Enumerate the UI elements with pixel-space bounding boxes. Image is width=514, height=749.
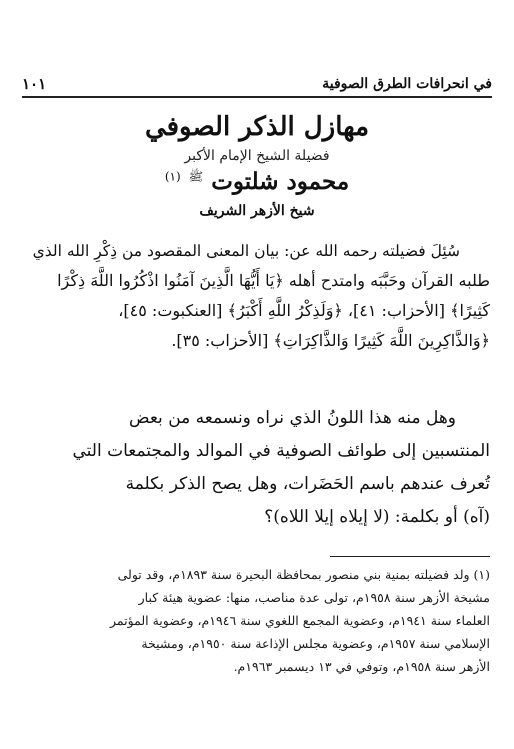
question-paragraph	[24, 236, 490, 356]
footnote-divider	[330, 556, 490, 557]
body-line: (آه) أو بكلمة: (لا إيلاه إيلا اللاه)؟	[264, 507, 490, 527]
footnote-line: العلماء سنة ١٩٤١م، وعضوية المجمع اللغوي سنة ١٩٤٦م، وعضوية المؤتمر	[110, 613, 490, 628]
page-number: ١٠١	[22, 75, 47, 93]
footnote-line: الإسلامي سنة ١٩٥٧م، وعضوية مجلس الإذاعة سنة ١٩٥٠م، ومشيخة	[141, 636, 490, 651]
footnote-line: الأزهر سنة ١٩٥٨م، وتوفي في ١٣ ديسمبر ١٩٦٣م.	[233, 659, 490, 674]
body-line: سُئِلَ فضيلته رحمه الله عن: بيان المعنى المقصود من ذِكْرِ الله الذي	[32, 242, 460, 260]
body-line: وهل منه هذا اللونُ الذي نراه ونسمعه من بعض	[129, 408, 456, 428]
followup-paragraph	[24, 402, 490, 534]
body-line: المنتسبين إلى طوائف الصوفية في الموالد والمجتمعات التي	[72, 441, 490, 461]
body-line: ﴿وَالذَّاكِرِينَ اللَّهَ كَثِيرًا وَالذَّاكِرَاتِ﴾ [الأحزاب: ٣٥].	[171, 331, 490, 350]
body-line: كَثِيرًا﴾ [الأحزاب: ٤١]، ﴿وَلَذِكْرُ اللَّهِ أَكْبَرُ﴾ [العنكبوت: ٤٥]،	[118, 301, 490, 320]
chapter-title: مهازل الذكر الصوفي	[144, 112, 370, 142]
author-name-line	[0, 168, 514, 195]
footnote-reference: (١)	[164, 169, 181, 184]
body-line: تُعرف عندهم باسم الحَضَرات، وهل يصح الذكر بكلمة	[125, 474, 490, 494]
chapter-subtitle: فضيلة الشيخ الإمام الأكبر	[184, 148, 330, 164]
body-line: طلبه القرآن وحَبَّبَه وامتدح أهله ﴿يَا أَيُّهَا الَّذِينَ آمَنُوا اذْكُرُوا اللَّهَ ذِكْرًا	[57, 271, 490, 290]
footnote	[24, 563, 490, 678]
honorific: ﷺ	[188, 169, 204, 184]
author-role: شيخ الأزهر الشريف	[199, 203, 315, 219]
footnote-line: (١) ولد فضيلته بمنية بني منصور بمحافظة البحيرة سنة ١٨٩٣م، وقد تولى	[117, 567, 490, 582]
running-header-title: في انحرافات الطرق الصوفية	[322, 76, 492, 92]
author-name: محمود شلتوت	[211, 168, 350, 195]
running-header	[22, 68, 492, 98]
footnote-line: مشيخة الأزهر سنة ١٩٥٨م، تولى عدة مناصب، منها: عضوية هيئة كبار	[138, 590, 490, 605]
